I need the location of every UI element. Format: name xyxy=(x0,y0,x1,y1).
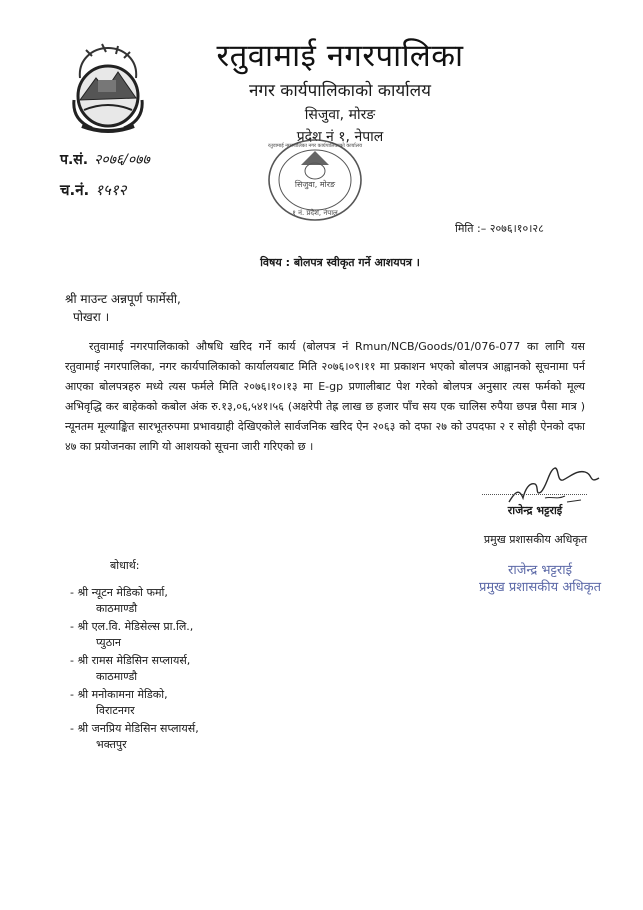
list-item: - श्री एल.वि. मेडिसेल्स प्रा.लि., प्युठान xyxy=(70,619,199,651)
name-stamp xyxy=(465,562,615,596)
cc-location: काठमाण्डौ xyxy=(96,602,138,615)
cc-name: श्री मनोकामना मेडिको, xyxy=(77,688,168,701)
cc-label: बोधार्थ: xyxy=(110,559,140,572)
cc-location: काठमाण्डौ xyxy=(96,670,138,683)
office-seal-stamp xyxy=(265,135,365,225)
address-line-1: सिजुवा, मोरङ xyxy=(304,107,376,123)
addressee-name: श्री माउन्ट अन्नपूर्ण फार्मेसी, xyxy=(65,292,181,306)
ps-label: प.सं. xyxy=(60,152,89,168)
letter-date: मिति :– २०७६।१०।२८ xyxy=(455,222,544,235)
cc-name: श्री रामस मेडिसिन सप्लायर्स, xyxy=(77,654,191,667)
cc-location: विराटनगर xyxy=(96,704,135,717)
cn-value: १५१२ xyxy=(95,181,127,199)
cc-list xyxy=(70,585,199,755)
cc-name: श्री जनप्रिय मेडिसिन सप्लायर्स, xyxy=(77,722,199,735)
address-line-2: प्रदेश नं १, नेपाल xyxy=(296,129,384,145)
list-item: - श्री मनोकामना मेडिको, विराटनगर xyxy=(70,687,199,719)
list-item: - श्री न्यूटन मेडिको फर्मा, काठमाण्डौ xyxy=(70,585,199,617)
addressee-place: पोखरा । xyxy=(73,310,110,324)
office-subtitle: नगर कार्यपालिकाको कार्यालय xyxy=(248,81,432,101)
list-item: - श्री जनप्रिय मेडिसिन सप्लायर्स, भक्तपुर xyxy=(70,722,199,751)
letter-subject: विषय : बोलपत्र स्वीकृत गर्ने आशयपत्र । xyxy=(260,256,420,269)
municipality-title: रतुवामाई नगरपालिका xyxy=(216,38,464,74)
cc-location: प्युठान xyxy=(96,636,122,649)
cn-label: च.नं. xyxy=(60,181,90,199)
cc-name: श्री एल.वि. मेडिसेल्स प्रा.लि., xyxy=(77,620,194,633)
signatory-name: राजेन्द्र भट्टराई xyxy=(507,504,563,517)
seal-center-text: सिजुवा, मोरङ xyxy=(294,180,336,189)
letter-body: रतुवामाई नगरपालिकाको औषधि खरिद गर्ने कार्य (बोलपत्र नं Rmun/NCB/Goods/01/076-077 का लागि यस रतुवामाई नगरपालिका, नगर कार्यपालिकाको कार्यालयबाट मिति २०७६।०९।११ मा प्रकाशन भएको बोलपत्र आह्वानको सूचनामा पर्न आएका बोलपत्रहरु मध्ये त्यस फर्मले मिति २०७६।१०।१३ मा E-gp प्रणालीबाट पेश गरेको बोलपत्र अनुसार त्यस फर्मको मूल्य अभिवृद्धि कर बाहेकको कबोल अंक रु.१३,०६,५४१।५६ (अक्षरेपी तेह्र लाख छ हजार पाँच सय एक चालिस रुपैया छपन्न पैसा मात्र ) न्यूनतम मूल्याङ्कित सारभूतरुपमा प्रभावग्राही देखिएकोले सार्वजनिक खरिद ऐन २०६३ को दफा २७ को उपदफा २ र सोही ऐनको दफा ४७ का प्रयोजनका लागि यो आशयको सूचना जारी गरिएको छ । xyxy=(65,340,585,453)
list-item: - श्री रामस मेडिसिन सप्लायर्स, काठमाण्डौ xyxy=(70,653,199,685)
cc-name: श्री न्यूटन मेडिको फर्मा, xyxy=(77,586,168,599)
reference-cn xyxy=(60,180,126,200)
cc-location: भक्तपुर xyxy=(96,738,127,751)
seal-ring-text: रतुवामाई नगरपालिका नगर कार्यपालिकाको कार्यालय xyxy=(267,143,363,149)
ps-value: २०७६/०७७ xyxy=(94,152,150,168)
seal-bottom-text: १ नं. प्रदेश, नेपाल xyxy=(292,209,338,217)
addressee xyxy=(65,290,181,326)
reference-ps xyxy=(60,150,150,169)
nepal-emblem-icon xyxy=(62,40,154,136)
signatory-title: प्रमुख प्रशासकीय अधिकृत xyxy=(483,533,588,546)
signature-line xyxy=(482,494,587,495)
stamp-title: प्रमुख प्रशासकीय अधिकृत xyxy=(478,580,602,595)
stamp-name: राजेन्द्र भट्टराई xyxy=(508,563,572,578)
